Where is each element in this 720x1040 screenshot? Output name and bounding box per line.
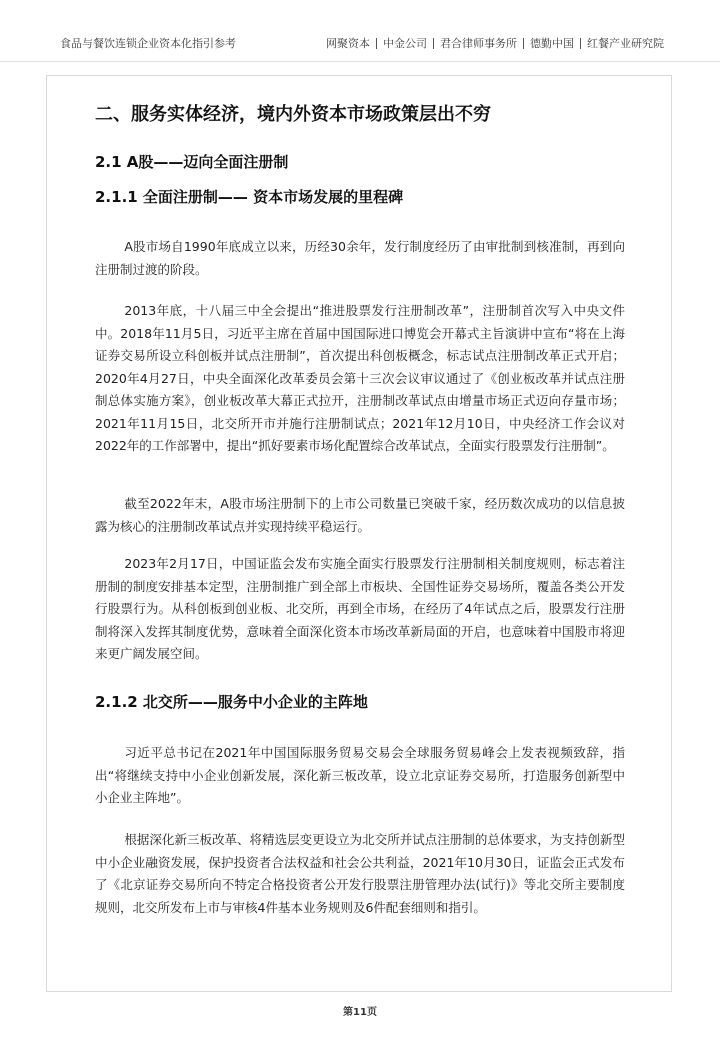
body-paragraph: 习近平总书记在2021年中国国际服务贸易交易会全球服务贸易峰会上发表视频致辞，指出“将继续支持中小企业创新发展，深化新三板改革，设立北京证券交易所，打造服务创新型中小企业主阵地”。 <box>95 745 625 805</box>
body-paragraph: A股市场自1990年底成立以来，历经30余年，发行制度经历了由审批制到核准制，再到向注册制过渡的阶段。 <box>95 239 625 277</box>
header-org-item: 德勤中国 <box>530 37 574 50</box>
part-heading-registration-system: 2.1.1 全面注册制—— 资本市场发展的里程碑 <box>95 188 404 206</box>
part-heading-beijing-exchange: 2.1.2 北交所——服务中小企业的主阵地 <box>95 693 368 711</box>
header-org-list <box>326 35 664 51</box>
document-title: 食品与餐饮连锁企业资本化指引参考 <box>60 37 236 50</box>
page-number: 第11页 <box>343 1007 377 1018</box>
header-org-item: 君合律师事务所 <box>440 37 517 50</box>
header-org-item: 红餐产业研究院 <box>587 37 664 50</box>
subsection-heading: 2.1 A股——迈向全面注册制 <box>95 153 289 171</box>
header-divider <box>523 38 524 49</box>
header-divider <box>433 38 434 49</box>
body-paragraph: 2023年2月17日，中国证监会发布实施全面实行股票发行注册制相关制度规则，标志着注册制的制度安排基本定型，注册制推广到全部上市板块、全国性证券交易场所，覆盖各类公开发行股票行为。从科创板到创业板、北交所，再到全市场，在经历了4年试点之后，股票发行注册制将深入发挥其制度优势，意味着全面深化资本市场改革新局面的开启，也意味着中国股市将迎来更广阔发展空间。 <box>95 556 625 661</box>
section-heading: 二、服务实体经济，境内外资本市场政策层出不穷 <box>95 104 491 125</box>
running-header <box>60 34 664 52</box>
body-paragraph: 根据深化新三板改革、将精选层变更设立为北交所并试点注册制的总体要求，为支持创新型中小企业融资发展，保护投资者合法权益和社会公共利益，2021年10月30日，证监会正式发布了《北京证券交易所向不特定合格投资者公开发行股票注册管理办法(试行)》等北交所主要制度规则，北交所发布上市与审核4件基本业务规则及6件配套细则和指引。 <box>95 832 625 915</box>
header-divider <box>376 38 377 49</box>
header-org-item: 网聚资本 <box>326 37 370 50</box>
header-divider <box>580 38 581 49</box>
header-rule <box>0 61 720 62</box>
body-paragraph: 2013年底，十八届三中全会提出“推进股票发行注册制改革”，注册制首次写入中央文件中。2018年11月5日，习近平主席在首届中国国际进口博览会开幕式主旨演讲中宣布“将在上海证券交易所设立科创板并试点注册制”，首次提出科创板概念，标志试点注册制改革正式开启；2020年4月27日，中央全面深化改革委员会第十三次会议审议通过了《创业板改革并试点注册制总体实施方案》，创业板改革大幕正式拉开，注册制改革试点由增量市场正式迈向存量市场；2021年11月15日，北交所开市并施行注册制试点；2021年12月10日，中央经济工作会议对2022年的工作部署中，提出“抓好要素市场化配置综合改革试点，全面实行股票发行注册制”。 <box>95 303 625 453</box>
body-paragraph: 截至2022年末，A股市场注册制下的上市公司数量已突破千家，经历数次成功的以信息披露为核心的注册制改革试点并实现持续平稳运行。 <box>95 496 625 534</box>
header-org-item: 中金公司 <box>383 37 427 50</box>
